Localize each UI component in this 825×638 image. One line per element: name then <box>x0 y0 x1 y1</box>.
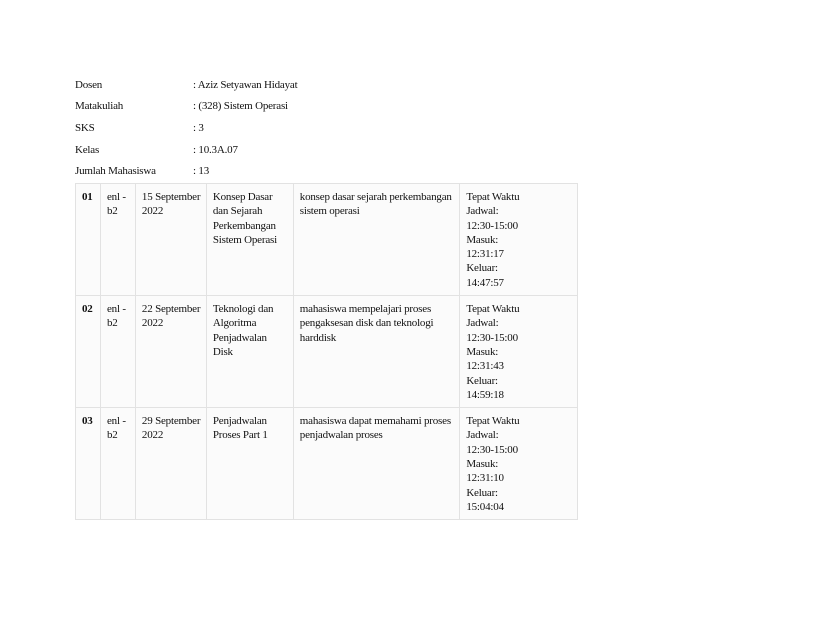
info-row-dosen <box>75 74 475 96</box>
info-row-sks <box>75 117 475 139</box>
meeting-number: 01 <box>76 184 101 296</box>
jadwal-label: Jadwal: <box>466 317 499 330</box>
keluar-value: 14:59:18 <box>466 388 504 401</box>
jadwal-label: Jadwal: <box>466 429 499 442</box>
info-value: : 10.3A.07 <box>193 143 238 156</box>
meeting-date: 22 September 2022 <box>135 296 206 408</box>
info-label: Dosen <box>75 78 103 91</box>
room-code: enl - b2 <box>100 184 135 296</box>
masuk-value: 12:31:17 <box>466 248 504 261</box>
status-text: Tepat Waktu <box>466 415 520 428</box>
info-label: Kelas <box>75 143 100 156</box>
masuk-label: Masuk: <box>466 458 499 471</box>
meetings-table <box>75 183 578 520</box>
jadwal-value: 12:30-15:00 <box>466 219 518 232</box>
keluar-label: Keluar: <box>466 374 498 387</box>
info-value: : 3 <box>193 121 204 134</box>
jadwal-label: Jadwal: <box>466 205 499 218</box>
info-label: Matakuliah <box>75 100 124 113</box>
attendance-status <box>460 184 578 296</box>
meeting-topic: Konsep Dasar dan Sejarah Perkembangan Sistem Operasi <box>206 184 293 296</box>
info-row-kelas <box>75 139 475 161</box>
table-row <box>76 408 578 520</box>
masuk-label: Masuk: <box>466 345 499 358</box>
info-value: : (328) Sistem Operasi <box>193 100 288 113</box>
meeting-description: mahasiswa mempelajari proses pengaksesan disk dan teknologi harddisk <box>293 296 460 408</box>
jadwal-value: 12:30-15:00 <box>466 443 518 456</box>
meeting-date: 29 September 2022 <box>135 408 206 520</box>
meeting-date: 15 September 2022 <box>135 184 206 296</box>
meeting-number: 03 <box>76 408 101 520</box>
status-text: Tepat Waktu <box>466 191 520 203</box>
keluar-value: 14:47:57 <box>466 276 504 289</box>
meeting-topic: Teknologi dan Algoritma Penjadwalan Disk <box>206 296 293 408</box>
room-code: enl - b2 <box>100 296 135 408</box>
status-text: Tepat Waktu <box>466 303 520 316</box>
meeting-number: 02 <box>76 296 101 408</box>
table-row <box>76 296 578 408</box>
keluar-value: 15:04:04 <box>466 500 504 513</box>
table-row <box>76 184 578 296</box>
meeting-topic: Penjadwalan Proses Part 1 <box>206 408 293 520</box>
masuk-label: Masuk: <box>466 233 499 246</box>
info-label: Jumlah Mahasiswa <box>75 165 156 178</box>
jadwal-value: 12:30-15:00 <box>466 331 518 344</box>
info-value: : 13 <box>193 165 210 178</box>
attendance-status <box>460 408 578 520</box>
keluar-label: Keluar: <box>466 262 498 275</box>
info-row-jumlah-mahasiswa <box>75 160 475 182</box>
masuk-value: 12:31:43 <box>466 360 504 373</box>
attendance-status <box>460 296 578 408</box>
room-code: enl - b2 <box>100 408 135 520</box>
keluar-label: Keluar: <box>466 486 498 499</box>
meeting-description: mahasiswa dapat memahami proses penjadwalan proses <box>293 408 460 520</box>
course-info <box>75 74 475 182</box>
info-label: SKS <box>75 121 95 134</box>
info-row-matakuliah <box>75 96 475 118</box>
masuk-value: 12:31:10 <box>466 472 504 485</box>
meeting-description: konsep dasar sejarah perkembangan sistem operasi <box>293 184 460 296</box>
info-value: : Aziz Setyawan Hidayat <box>193 78 298 91</box>
